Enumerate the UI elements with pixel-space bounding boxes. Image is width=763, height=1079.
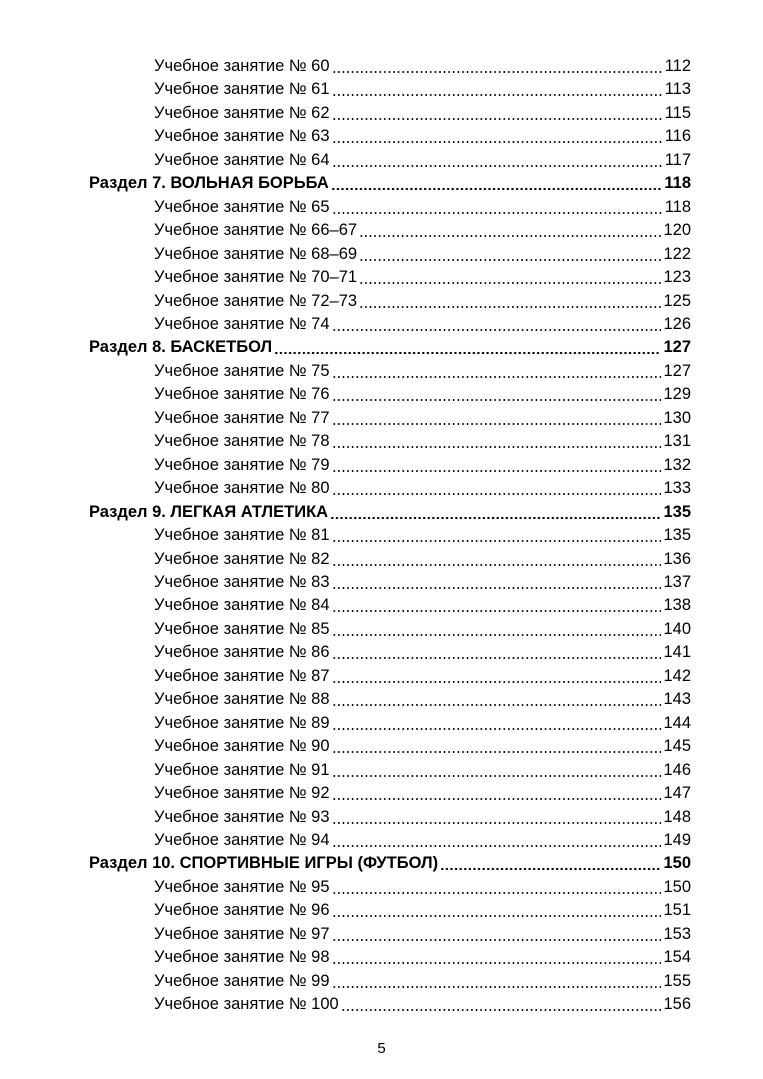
toc-lesson-row (89, 102, 691, 125)
page-ref: 141 (663, 643, 691, 662)
lesson-title: Учебное занятие № 95 (154, 877, 330, 896)
lesson-title: Учебное занятие № 92 (154, 784, 330, 803)
toc-section-row (89, 336, 691, 359)
toc-lesson-row (89, 641, 691, 664)
dot-leader (332, 829, 662, 852)
toc-lesson-row (89, 219, 691, 242)
page-ref: 145 (663, 737, 691, 756)
lesson-title: Учебное занятие № 89 (154, 713, 330, 732)
dot-leader (332, 923, 662, 946)
page-ref: 136 (663, 549, 691, 568)
dot-leader (359, 266, 661, 289)
toc-lesson-row (89, 407, 691, 430)
lesson-title: Учебное занятие № 78 (154, 432, 330, 451)
toc-lesson-row (89, 688, 691, 711)
lesson-title: Учебное занятие № 68–69 (154, 244, 358, 263)
lesson-title: Учебное занятие № 82 (154, 549, 330, 568)
page-ref: 156 (663, 995, 691, 1014)
toc-lesson-row (89, 55, 691, 78)
toc-lesson-row (89, 993, 691, 1016)
dot-leader (332, 477, 662, 500)
dot-leader (332, 313, 662, 336)
lesson-title: Учебное занятие № 88 (154, 690, 330, 709)
page-ref: 150 (663, 877, 691, 896)
dot-leader (332, 899, 662, 922)
toc-lesson-row (89, 548, 691, 571)
lesson-title: Учебное занятие № 81 (154, 526, 330, 545)
dot-leader (330, 501, 661, 524)
page-ref: 135 (663, 526, 691, 545)
page-ref: 154 (663, 948, 691, 967)
toc-lesson-row (89, 594, 691, 617)
page-ref: 122 (663, 244, 691, 263)
toc-lesson-row (89, 759, 691, 782)
lesson-title: Учебное занятие № 74 (154, 314, 330, 333)
lesson-title: Учебное занятие № 79 (154, 455, 330, 474)
toc-lesson-row (89, 970, 691, 993)
lesson-title: Учебное занятие № 100 (154, 995, 339, 1014)
dot-leader (332, 125, 663, 148)
toc-section-row (89, 172, 691, 195)
dot-leader (331, 172, 663, 195)
page-ref: 150 (663, 854, 691, 873)
page-ref: 146 (663, 760, 691, 779)
dot-leader (332, 806, 662, 829)
lesson-title: Учебное занятие № 86 (154, 643, 330, 662)
page-ref: 144 (663, 713, 691, 732)
page-ref: 125 (663, 291, 691, 310)
toc-lesson-row (89, 313, 691, 336)
toc-lesson-row (89, 946, 691, 969)
page-ref: 123 (663, 268, 691, 287)
page-ref: 131 (663, 432, 691, 451)
lesson-title: Учебное занятие № 97 (154, 924, 330, 943)
lesson-title: Учебное занятие № 70–71 (154, 268, 358, 287)
dot-leader (332, 78, 663, 101)
lesson-title: Учебное занятие № 62 (154, 103, 330, 122)
page-ref: 115 (664, 103, 691, 122)
toc-lesson-row (89, 125, 691, 148)
dot-leader (274, 336, 661, 359)
page-ref: 118 (664, 197, 691, 216)
section-title: Раздел 7. ВОЛЬНАЯ БОРЬБА (89, 174, 329, 193)
toc-lesson-row (89, 829, 691, 852)
lesson-title: Учебное занятие № 77 (154, 408, 330, 427)
toc-lesson-row (89, 243, 691, 266)
page-ref: 130 (663, 408, 691, 427)
dot-leader (332, 946, 662, 969)
page-ref: 118 (664, 174, 691, 193)
page-ref: 126 (663, 314, 691, 333)
page-ref: 112 (664, 57, 691, 75)
page-ref: 155 (663, 971, 691, 990)
dot-leader (359, 219, 661, 242)
toc-lesson-row (89, 78, 691, 101)
page-ref: 148 (663, 807, 691, 826)
dot-leader (332, 407, 662, 430)
lesson-title: Учебное занятие № 83 (154, 572, 330, 591)
lesson-title: Учебное занятие № 87 (154, 666, 330, 685)
section-title: Раздел 10. СПОРТИВНЫЕ ИГРЫ (ФУТБОЛ) (89, 854, 439, 873)
toc-lesson-row (89, 430, 691, 453)
toc-lesson-row (89, 782, 691, 805)
dot-leader (332, 641, 662, 664)
toc-lesson-row (89, 524, 691, 547)
dot-leader (332, 548, 662, 571)
dot-leader (332, 571, 662, 594)
page-ref: 138 (663, 596, 691, 615)
toc-lesson-row (89, 454, 691, 477)
toc-lesson-row (89, 618, 691, 641)
lesson-title: Учебное занятие № 64 (154, 150, 330, 169)
lesson-title: Учебное занятие № 98 (154, 948, 330, 967)
toc-section-row (89, 501, 691, 524)
page-ref: 120 (663, 221, 691, 240)
lesson-title: Учебное занятие № 63 (154, 127, 330, 146)
dot-leader (332, 55, 663, 78)
dot-leader (359, 290, 661, 313)
lesson-title: Учебное занятие № 99 (154, 971, 330, 990)
toc-lesson-row (89, 290, 691, 313)
dot-leader (332, 759, 662, 782)
page-ref: 116 (664, 127, 691, 146)
page-ref: 147 (663, 784, 691, 803)
lesson-title: Учебное занятие № 96 (154, 901, 330, 920)
section-title: Раздел 9. ЛЕГКАЯ АТЛЕТИКА (89, 502, 329, 521)
toc-lesson-row (89, 806, 691, 829)
toc-lesson-row (89, 899, 691, 922)
page-ref: 132 (663, 455, 691, 474)
dot-leader (332, 688, 662, 711)
lesson-title: Учебное занятие № 72–73 (154, 291, 358, 310)
lesson-title: Учебное занятие № 84 (154, 596, 330, 615)
dot-leader (332, 712, 662, 735)
page-ref: 140 (663, 619, 691, 638)
lesson-title: Учебное занятие № 90 (154, 737, 330, 756)
lesson-title: Учебное занятие № 91 (154, 760, 330, 779)
toc-lesson-row (89, 266, 691, 289)
page-ref: 149 (663, 830, 691, 849)
page-ref: 133 (663, 479, 691, 498)
lesson-title: Учебное занятие № 75 (154, 361, 330, 380)
dot-leader (341, 993, 662, 1016)
toc-lesson-row (89, 876, 691, 899)
toc-lesson-row (89, 735, 691, 758)
dot-leader (332, 383, 662, 406)
dot-leader (332, 735, 662, 758)
dot-leader (332, 196, 663, 219)
lesson-title: Учебное занятие № 85 (154, 619, 330, 638)
dot-leader (332, 360, 662, 383)
page-ref: 129 (663, 385, 691, 404)
dot-leader (332, 430, 662, 453)
lesson-title: Учебное занятие № 80 (154, 479, 330, 498)
section-title: Раздел 8. БАСКЕТБОЛ (89, 338, 273, 357)
dot-leader (332, 665, 662, 688)
toc-lesson-row (89, 196, 691, 219)
page-ref: 127 (663, 361, 691, 380)
page-ref: 113 (664, 80, 691, 99)
page-ref: 142 (663, 666, 691, 685)
page-ref: 127 (663, 338, 691, 357)
toc-lesson-row (89, 923, 691, 946)
page-ref: 135 (663, 502, 691, 521)
table-of-contents (89, 55, 691, 1017)
dot-leader (332, 618, 662, 641)
toc-lesson-row (89, 477, 691, 500)
page-ref: 137 (663, 572, 691, 591)
toc-lesson-row (89, 712, 691, 735)
page-ref: 151 (663, 901, 691, 920)
dot-leader (332, 149, 663, 172)
toc-section-row (89, 852, 691, 875)
toc-lesson-row (89, 571, 691, 594)
lesson-title: Учебное занятие № 65 (154, 197, 330, 216)
lesson-title: Учебное занятие № 76 (154, 385, 330, 404)
page-number: 5 (377, 1040, 386, 1057)
dot-leader (332, 594, 662, 617)
dot-leader (440, 852, 661, 875)
toc-lesson-row (89, 665, 691, 688)
lesson-title: Учебное занятие № 94 (154, 830, 330, 849)
page-ref: 117 (664, 150, 691, 169)
page-ref: 143 (663, 690, 691, 709)
lesson-title: Учебное занятие № 93 (154, 807, 330, 826)
lesson-title: Учебное занятие № 60 (154, 57, 330, 75)
toc-lesson-row (89, 149, 691, 172)
toc-lesson-row (89, 360, 691, 383)
dot-leader (359, 243, 661, 266)
toc-lesson-row (89, 383, 691, 406)
lesson-title: Учебное занятие № 66–67 (154, 221, 358, 240)
dot-leader (332, 876, 662, 899)
dot-leader (332, 782, 662, 805)
dot-leader (332, 102, 663, 125)
page-ref: 153 (663, 924, 691, 943)
dot-leader (332, 970, 662, 993)
lesson-title: Учебное занятие № 61 (154, 80, 330, 99)
dot-leader (332, 524, 662, 547)
dot-leader (332, 454, 662, 477)
